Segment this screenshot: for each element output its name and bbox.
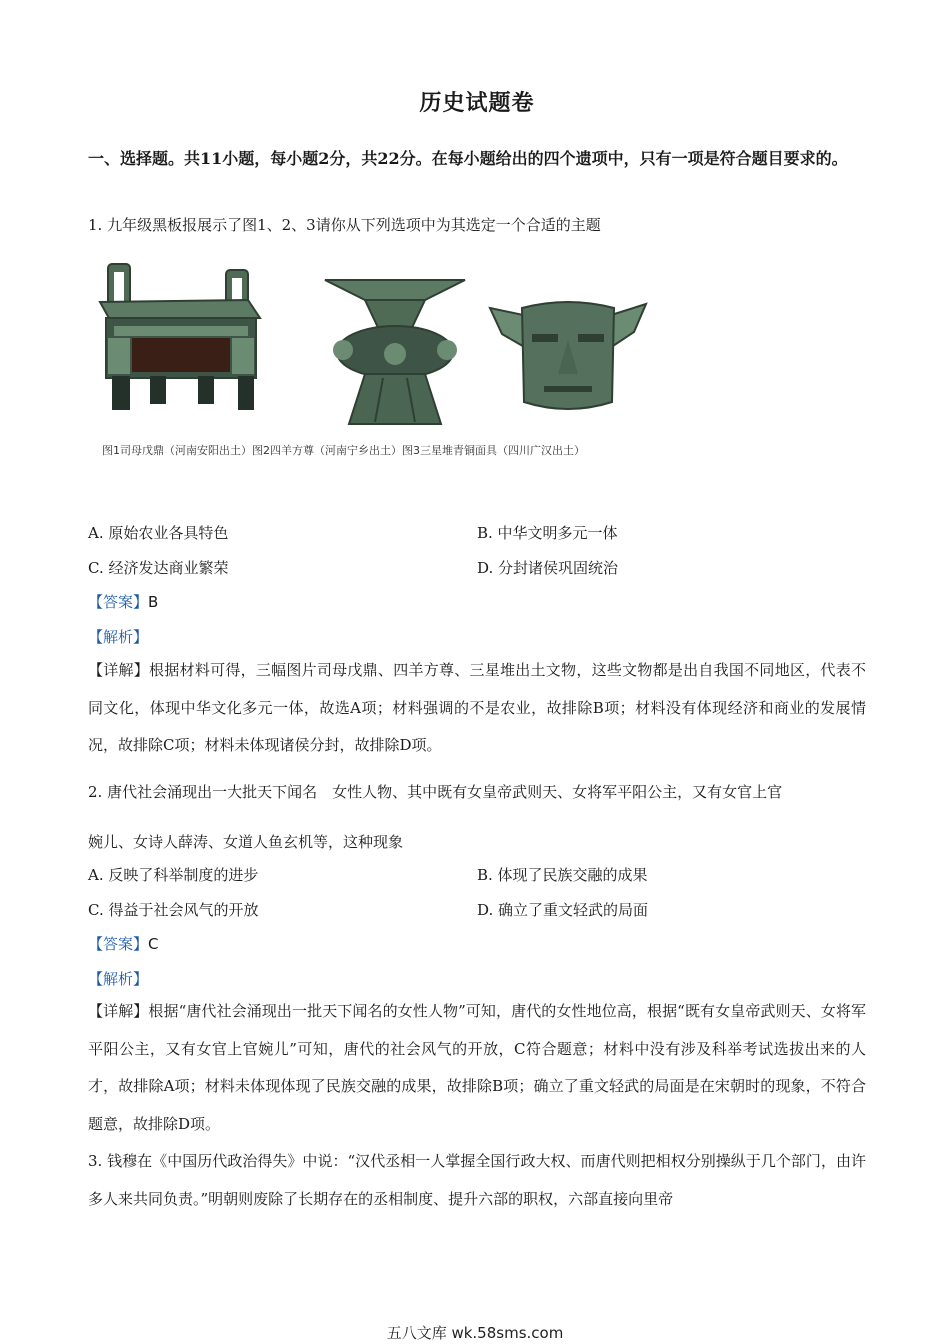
q2-detail: 【详解】根据“唐代社会涌现出一批天下闻名的女性人物”可知，唐代的女性地位高，根据“既有女皇帝武则天、女将军平阳公主，又有女官上官婉儿”可知，唐代的社会风气的开放，C符合题意；材料中没有涉及科举考试选拔出来的人才，故排除A项；材料未体现体现了民族交融的成果，故排除B项；确立了重文轻武的局面是在宋朝时的现象，不符合题意，故排除D项。 [88,1002,866,1133]
q2-analysis [88,968,148,990]
q1-analysis [88,626,148,648]
q1-detail: 【详解】根据材料可得，三幅图片司母戊鼎、四羊方尊、三星堆出土文物，这些文物都是出自我国不同地区，代表不同文化，体现中华文化多元一体，故选A项；材料强调的不是农业，故排除B项；材料没有体现经济和商业的发展情况，故排除C项；材料未体现诸侯分封，故排除D项。 [88,661,866,754]
q2-option-c[interactable]: C. 得益于社会风气的开放 [88,901,259,919]
q2-stem-line1: 2. 唐代社会涌现出一大批天下闻名 女性人物、其中既有女皇帝武则天、女将军平阳公主，又有女官上官 [88,783,783,801]
answer-tag: 【答案】 [88,593,149,611]
answer-tag: 【答案】 [88,935,149,953]
q1-stem: 1. 九年级黑板报展示了图1、2、3请你从下列选项中为其选定一个合适的主题 [88,216,601,234]
q2-option-b[interactable]: B. 体现了民族交融的成果 [477,866,648,884]
answer-value: C [148,935,159,953]
footer-watermark: 五八文库 wk.58sms.com [386,1324,564,1342]
ding-illustration [98,252,263,412]
q2-stem-line2: 婉儿、女诗人薛涛、女道人鱼玄机等，这种现象 [88,833,404,851]
q1-figures [98,252,658,467]
analysis-tag: 【解析】 [88,970,149,988]
figure-caption: 图1司母戊鼎（河南安阳出土）图2四羊方尊（河南宁乡出土）图3三星堆青铜面具（四川广汉出土） [102,444,585,457]
q2-option-a[interactable]: A. 反映了科举制度的进步 [88,866,259,884]
analysis-tag: 【解析】 [88,628,149,646]
answer-value: B [148,593,159,611]
q2-option-d[interactable]: D. 确立了重文轻武的局面 [477,901,649,919]
bronze-mask-illustration [488,294,648,419]
q1-option-c[interactable]: C. 经济发达商业繁荣 [88,559,229,577]
section-heading: 一、选择题。共11小题，每小题2分，共22分。在每小题给出的四个遗项中，只有一项是符合题目要求的。 [88,149,848,168]
q1-answer [88,591,158,613]
q1-option-a[interactable]: A. 原始农业各具特色 [88,524,229,542]
q3-stem: 3. 钱穆在《中国历代政治得失》中说：“汉代丞相一人掌握全国行政大权、而唐代则把相权分别操纵于几个部门，由许多人来共同负责。”明朝则废除了长期存在的丞相制度、提升六部的职权，六部直接向里帝 [88,1152,866,1208]
document-title: 历史试题卷 [419,90,535,116]
q2-answer [88,933,159,955]
zun-illustration [313,274,478,432]
q1-option-b[interactable]: B. 中华文明多元一体 [477,524,618,542]
q1-option-d[interactable]: D. 分封诸侯巩固统治 [477,559,619,577]
